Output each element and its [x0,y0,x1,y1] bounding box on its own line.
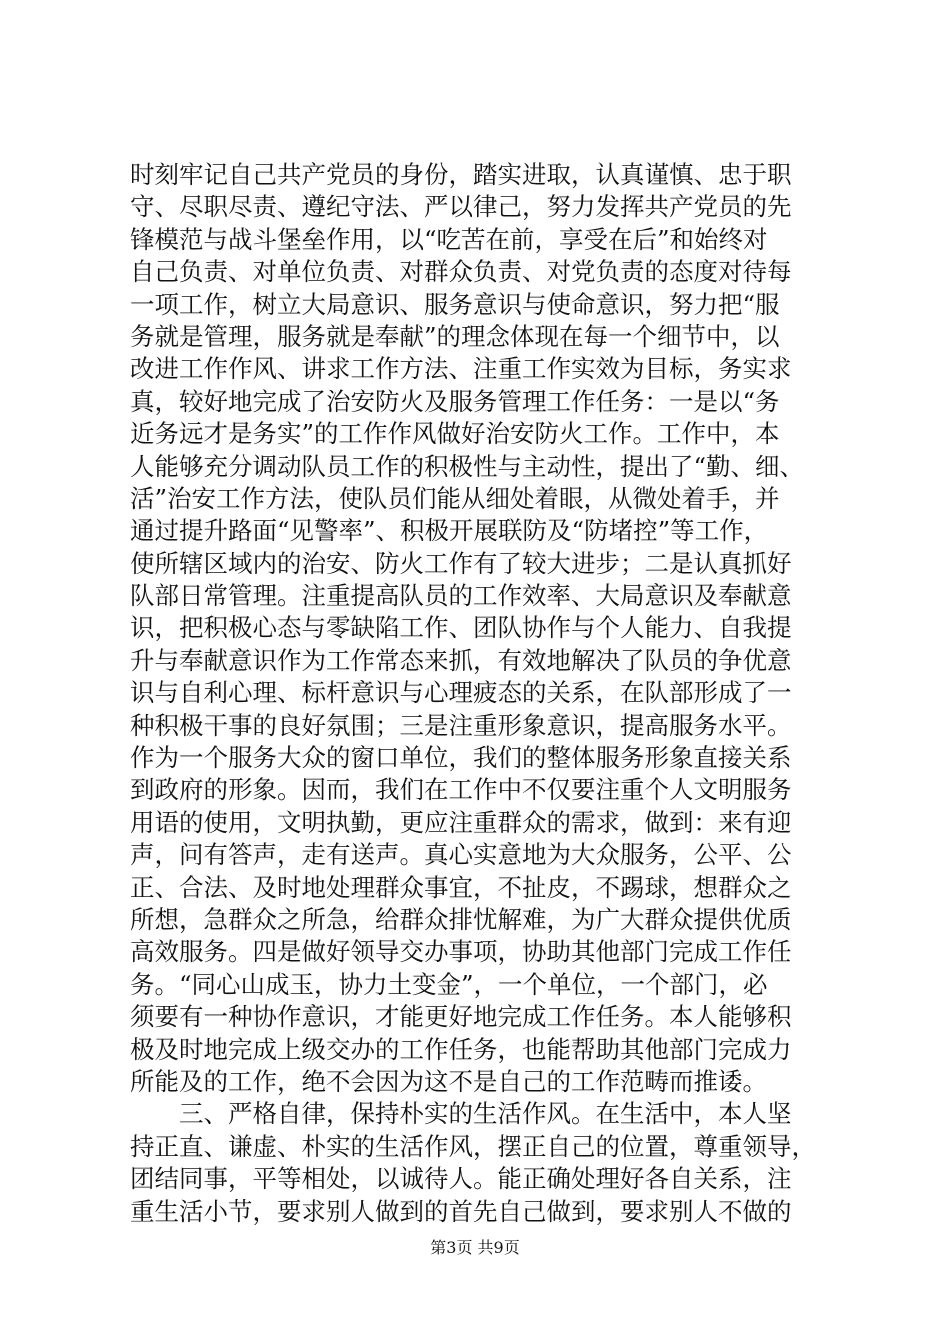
text-line: 声，问有答声，走有送声。真心实意地为大众服务，公平、公 [130,840,792,870]
text-line: 作为一个服务大众的窗口单位，我们的整体服务形象直接关系 [130,743,792,773]
text-line: 种积极干事的良好氛围；三是注重形象意识，提高服务水平。 [130,710,792,740]
text-line: 务就是管理，服务就是奉献”的理念体现在每一个细节中，以 [130,321,780,351]
text-line: 守、尽职尽责、遵纪守法、严以律己，努力发挥共产党员的先 [130,192,792,222]
text-line: 时刻牢记自己共产党员的身份，踏实进取，认真谨慎、忠于职 [130,160,792,189]
text-line: 务。“同心山成玉，协力土变金”，一个单位，一个部门，必 [130,969,768,999]
text-line: 所想，急群众之所急，给群众排忧解难，为广大群众提供优质 [130,904,792,934]
text-line: 识，把积极心态与零缺陷工作、团队协作与个人能力、自我提 [130,613,792,643]
text-line: 须要有一种协作意识，才能更好地完成工作任务。本人能够积 [130,1002,792,1032]
text-line: 人能够充分调动队员工作的积极性与主动性，提出了“勤、细、 [130,451,805,481]
text-line: 极及时地完成上级交办的工作任务，也能帮助其他部门完成力 [130,1034,792,1064]
text-line: 使所辖区域内的治安、防火工作有了较大进步；二是认真抓好 [130,548,792,578]
text-line: 正、合法、及时地处理群众事宜，不扯皮，不踢球，想群众之 [130,872,792,902]
text-line: 所能及的工作，绝不会因为这不是自己的工作范畴而推诿。 [130,1066,767,1096]
text-line: 通过提升路面“见警率”、积极开展联防及“防堵控”等工作， [130,516,769,546]
text-line: 一项工作，树立大局意识、服务意识与使命意识，努力把“服 [130,289,780,319]
text-line: 高效服务。四是做好领导交办事项，协助其他部门完成工作任 [130,937,792,967]
text-line: 用语的使用，文明执勤，更应注重群众的需求，做到：来有迎 [130,807,792,837]
text-line: 真，较好地完成了治安防火及服务管理工作任务：一是以“务 [130,386,780,416]
body-text [130,159,830,1228]
text-line: 三、严格自律，保持朴实的生活作风。在生活中，本人坚 [130,1099,792,1129]
text-line: 升与奉献意识作为工作常态来抓，有效地解决了队员的争优意 [130,645,792,675]
text-line: 锋模范与战斗堡垒作用，以“吃苦在前，享受在后”和始终对 [130,224,768,254]
text-line: 近务远才是务实”的工作作风做好治安防火工作。工作中，本 [130,419,780,449]
text-line: 识与自利心理、标杆意识与心理疲态的关系，在队部形成了一 [130,678,792,708]
text-line: 持正直、谦虚、朴实的生活作风，摆正自己的位置，尊重领导， [130,1131,816,1161]
page-footer: 第3页 共9页 [430,1238,520,1257]
text-line: 活”治安工作方法，使队员们能从细处着眼，从微处着手，并 [130,483,780,513]
text-line: 重生活小节，要求别人做到的首先自己做到，要求别人不做的 [130,1196,792,1226]
text-line: 到政府的形象。因而，我们在工作中不仅要注重个人文明服务 [130,775,792,805]
text-line: 自己负责、对单位负责、对群众负责、对党负责的态度对待每 [130,257,792,287]
text-line: 团结同事，平等相处，以诚待人。能正确处理好各自关系，注 [130,1164,792,1194]
text-line: 队部日常管理。注重提高队员的工作效率、大局意识及奉献意 [130,581,792,611]
text-line: 改进工作作风、讲求工作方法、注重工作实效为目标，务实求 [130,354,792,384]
